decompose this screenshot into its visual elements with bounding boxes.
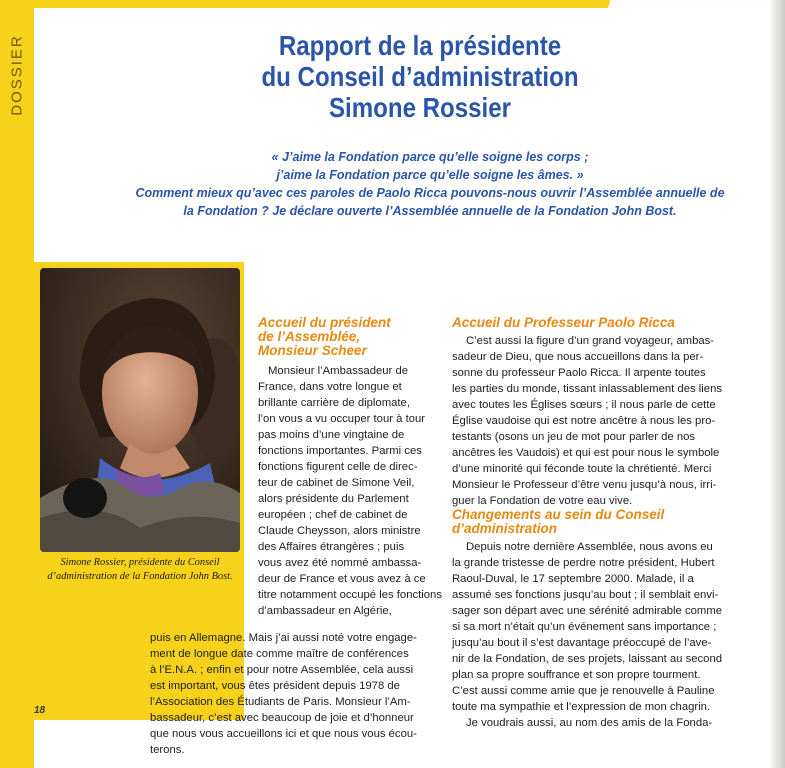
text-line: guer la Fondation de votre eau vive. (452, 495, 633, 507)
title-line: Rapport de la présidente (278, 30, 562, 61)
text-line: terons. (150, 744, 185, 756)
heading-line: Accueil du Professeur Paolo Ricca (452, 315, 675, 330)
text-line: vous avez été nommé ambassa- (258, 557, 422, 569)
text-line: si sa mort n’était qu’un événement sans importance ; (452, 621, 717, 633)
text-line: Je voudrais aussi, au nom des amis de la Fonda- (466, 717, 713, 729)
text-line: titre notamment occupé les fonctions (258, 589, 442, 601)
text-line: bassadeur, c’est avec beaucoup de joie et d’honneur (150, 712, 414, 724)
page-title (188, 30, 652, 123)
caption-line: d’administration de la Fondation John Bost. (47, 571, 233, 582)
heading-accueil-president (258, 316, 428, 358)
yellow-top-band (0, 0, 590, 8)
intro-line: j’aime la Fondation parce qu’elle soigne les âmes. » (276, 168, 584, 182)
section-label (3, 20, 31, 130)
title-line: Simone Rossier (328, 92, 511, 123)
text-line: la grande tristesse de perdre notre président, Hubert (452, 557, 715, 569)
right-column-text-2 (452, 539, 732, 731)
text-line: testants (osons un jeu de mot pour parler de nos (452, 431, 696, 443)
page-fold-shadow (771, 0, 785, 768)
section-label-text: DOSSIER (8, 34, 26, 116)
portrait-image (40, 268, 240, 552)
text-line: d’ambassadeur en Algérie, (258, 605, 392, 617)
heading-line: Accueil du président (258, 315, 391, 330)
text-line: Raoul-Duval, le 17 septembre 2000. Malade, il a (452, 573, 694, 585)
text-line: Monsieur le Professeur d’être venu jusqu’à nous, irri- (452, 479, 717, 491)
heading-line: Monsieur Scheer (258, 343, 367, 358)
text-line: sonne du professeur Paolo Ricca. Il arpente toutes (452, 367, 706, 379)
text-line: fonctions figurent celle de direc- (258, 461, 418, 473)
heading-line: d’administration (452, 521, 558, 536)
text-line: assumé ses fonctions jusqu’au bout ; il semblait envi- (452, 589, 719, 601)
intro-quote (130, 148, 730, 220)
caption-line: Simone Rossier, présidente du Conseil (60, 557, 220, 568)
left-column-text-wide (150, 630, 430, 758)
text-line: pas moins d’une vingtaine de (258, 429, 405, 441)
text-line: à l’E.N.A. ; enfin et pour notre Assemblée, cela aussi (150, 664, 414, 676)
heading-line: Changements au sein du Conseil (452, 507, 665, 522)
right-column-text-1 (452, 333, 732, 509)
left-column-text (258, 363, 442, 619)
text-line: toute ma sympathie et l’expression de mon chagrin. (452, 701, 711, 713)
heading-line: de l’Assemblée, (258, 329, 361, 344)
text-line: puis en Allemagne. Mais j’ai aussi noté votre engage- (150, 632, 417, 644)
text-line: l’on vous a vu occuper tour à tour (258, 413, 426, 425)
portrait-photo (40, 268, 240, 552)
text-line: deur de France et vous avez à ce (258, 573, 426, 585)
text-line: que nous vous accueillons ici et que nous vous écou- (150, 728, 417, 740)
text-line: sager son départ avec une sérénité admirable comme (452, 605, 723, 617)
text-line: d’une minorité qui féconde toute la chrétienté. Merci (452, 463, 712, 475)
intro-line: « J’aime la Fondation parce qu’elle soigne les corps ; (271, 150, 589, 164)
text-line: l’Association des Étudiants de Paris. Monsieur l’Am- (150, 696, 411, 708)
text-line: Depuis notre dernière Assemblée, nous avons eu (466, 541, 713, 553)
text-line: Église vaudoise qui est notre ancêtre à nous les pro- (452, 415, 716, 427)
page-number: 18 (34, 705, 46, 716)
text-line: C’est aussi la figure d’un grand voyageur, ambas- (466, 335, 715, 347)
heading-changements-conseil (452, 508, 732, 536)
text-line: nir de la Fondation, de ses projets, laissant au second (452, 653, 723, 665)
text-line: plan sa propre souffrance et son propre tourment. (452, 669, 701, 681)
text-line: ancêtres les Vaudois) et qui est pour nous le symbole (452, 447, 720, 459)
text-line: jusqu’au bout il s’est davantage préoccupé de l’ave- (452, 637, 712, 649)
text-line: des Affaires étrangères ; puis (258, 541, 405, 553)
text-line: les parties du monde, tissant inlassablement des liens (452, 383, 723, 395)
intro-line: Comment mieux qu’avec ces paroles de Paolo Ricca pouvons-nous ouvrir l’Assemblée annuelle de (135, 186, 725, 200)
text-line: sadeur de Dieu, que nous accueillons dans la per- (452, 351, 704, 363)
text-line: ment de longue date comme maître de conférences (150, 648, 409, 660)
text-line: fonctions importantes. Parmi ces (258, 445, 422, 457)
text-line: Monsieur l’Ambassadeur de (268, 365, 409, 377)
text-line: France, dans votre longue et (258, 381, 402, 393)
text-line: teur de cabinet de Simone Veil, (258, 477, 415, 489)
photo-caption (40, 556, 240, 584)
text-line: Claude Cheysson, alors ministre (258, 525, 421, 537)
text-line: européen ; chef de cabinet de (258, 509, 408, 521)
text-line: alors présidente du Parlement (258, 493, 409, 505)
text-line: avec toutes les Églises sœurs ; il nous parle de cette (452, 399, 716, 411)
intro-line: la Fondation ? Je déclare ouverte l’Assemblée annuelle de la Fondation John Bost. (183, 204, 677, 218)
text-line: C’est aussi comme amie que je renouvelle à Pauline (452, 685, 715, 697)
heading-accueil-professeur (452, 316, 732, 330)
text-line: brillante carrière de diplomate, (258, 397, 410, 409)
text-line: est important, vous êtes président depuis 1978 de (150, 680, 400, 692)
title-line: du Conseil d’administration (261, 61, 579, 92)
